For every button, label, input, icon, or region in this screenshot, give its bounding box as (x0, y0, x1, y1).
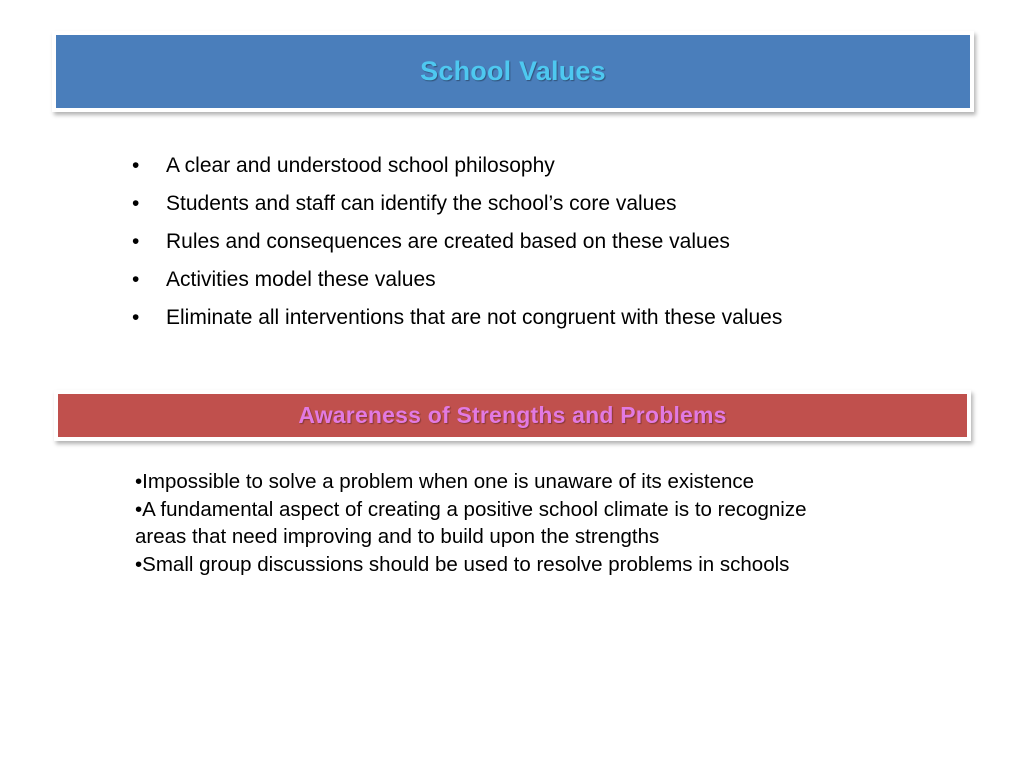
list-item-text: Students and staff can identify the school’s core values (166, 192, 677, 215)
section-banner-fill (58, 394, 967, 437)
paragraph-line: •Small group discussions should be used to resolve problems in schools (135, 552, 790, 576)
paragraph-line: •A fundamental aspect of creating a positive school climate is to recognize areas that need improving and to build upon the strengths (135, 497, 807, 548)
list-item-text: A clear and understood school philosophy (166, 154, 555, 177)
list-item (124, 304, 884, 332)
list-item (124, 190, 884, 218)
list-item (124, 152, 884, 180)
section-title: Awareness of Strengths and Problems (298, 402, 727, 428)
list-item (124, 266, 884, 294)
bullet-icon: • (132, 154, 140, 177)
bullet-icon: • (132, 192, 140, 215)
bullet-icon: • (132, 268, 140, 291)
title-banner (52, 31, 974, 112)
bullet-list (124, 152, 884, 342)
page-title: School Values (420, 56, 606, 86)
title-banner-fill (56, 35, 970, 108)
paragraph-line: •Impossible to solve a problem when one is unaware of its existence (135, 470, 755, 493)
bullet-icon: • (132, 230, 140, 253)
paragraph-block (135, 468, 835, 578)
section-banner (54, 390, 971, 441)
list-item-text: Activities model these values (166, 268, 436, 291)
list-item-text: Rules and consequences are created based on these values (166, 230, 730, 253)
list-item-text: Eliminate all interventions that are not congruent with these values (166, 306, 783, 329)
list-item (124, 228, 884, 256)
bullet-icon: • (132, 306, 140, 329)
